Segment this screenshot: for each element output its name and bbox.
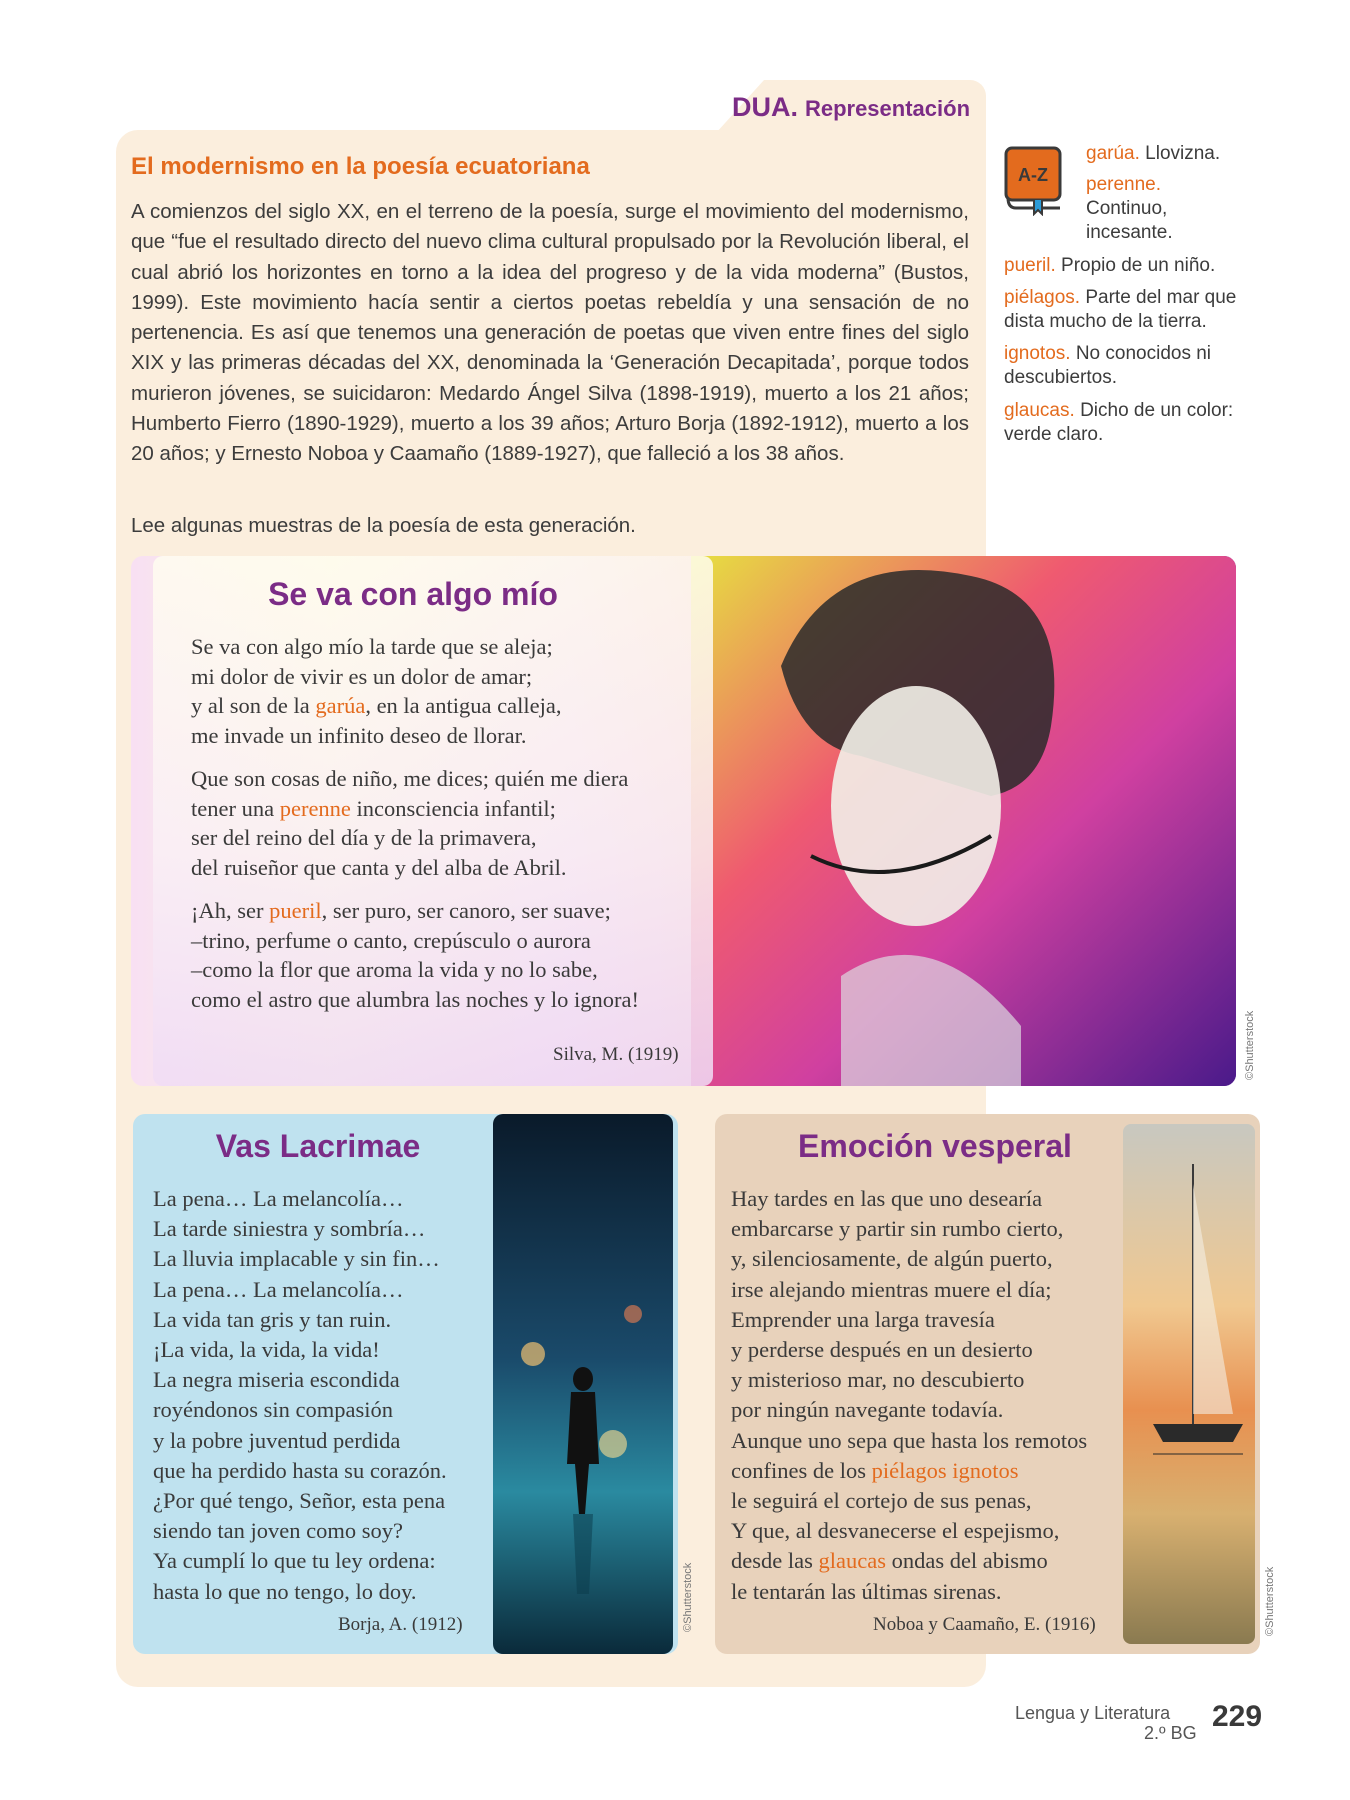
rainy-street-illustration <box>493 1114 673 1654</box>
image-credit: ©Shutterstock <box>1264 1566 1276 1636</box>
glossary-entry-pueril: pueril. Propio de un niño. <box>1004 255 1216 276</box>
poem1-citation: Silva, M. (1919) <box>553 1044 679 1065</box>
section-title: El modernismo en la poesía ecuatoriana <box>131 153 590 180</box>
poem-card-silva <box>131 556 1236 1086</box>
sailboat-illustration <box>1123 1124 1255 1644</box>
poem3-title: Emoción vesperal <box>798 1128 1072 1164</box>
poem2-title: Vas Lacrimae <box>215 1128 421 1164</box>
poem2-citation: Borja, A. (1912) <box>338 1614 463 1635</box>
poem1-body: Se va con algo mío la tarde que se aleja; mi dolor de vivir es un dolor de amar; y al son de la garúa, en la antigua calleja, me invade un infinito deseo de llorar. Que son cosas de niño, me dices; quién me diera tener una perenne inconsciencia infantil; ser del reino del día y de la primavera, del ruiseñor que canta y del alba de Abril. ¡Ah, ser pueril, ser puro, ser canoro, ser suave; –trino, perfume o canto, crepúsculo o aurora –como la flor que aroma la vida y no lo sabe, como el astro que alumbra las noches y lo ignora! <box>191 634 639 1012</box>
poem1-text-box <box>153 556 713 1086</box>
intro-paragraph: A comienzos del siglo XX, en el terreno de la poesía, surge el movimiento del modernismo, que “fue el resultado directo del nuevo clima cultural propulsado por la Revolución liberal, el cual abrió los horizontes en torno a la idea del progreso y de la vida moderna” (Bustos, 1999). Este movimiento hacía sentir a ciertos poetas rebeldía y una sensación de no pertenencia. Es así que tenemos una generación de poetas que viven entre fines del siglo XIX y las primeras décadas del XX, denominada la ‘Generación Decapitada’, porque todos murieron jóvenes, se suicidaron: Medardo Ángel Silva (1898-1919), muerto a los 21 años; Humberto Fierro (1890-1929), muerto a los 39 años; Arturo Borja (1892-1912), muerto a los 20 años; y Ernesto Noboa y Caamaño (1889-1927), que falleció a los 38 años. <box>131 200 969 466</box>
glossary-entry-garua: garúa. Llovizna. <box>1086 143 1221 164</box>
poem-card-noboa <box>715 1114 1260 1654</box>
glossary-entry-perenne: perenne. Continuo, incesante. <box>1086 174 1173 243</box>
poem2-body: La pena… La melancolía… La tarde siniestra y sombría… La lluvia implacable y sin fin… La pena… La melancolía… La vida tan gris y tan ruin. ¡La vida, la vida, la vida! La negra miseria escondida royéndonos sin compasión y la pobre juventud perdida que ha perdido hasta su corazón. ¿Por qué tengo, Señor, esta pena siendo tan joven como soy? Ya cumplí lo que tu ley ordena: hasta lo que no tengo, lo doy. <box>153 1186 447 1604</box>
glossary-entry-ignotos: ignotos. No conocidos ni descubiertos. <box>1004 343 1212 388</box>
poem-card-borja <box>133 1114 678 1654</box>
poem3-body: Hay tardes en las que uno desearía embarcarse y partir sin rumbo cierto, y, silenciosamente, de algún puerto, irse alejando mientras muere el día; Emprender una larga travesía y perderse después en un desierto y misterioso mar, no descubierto por ningún navegante todavía. Aunque uno sepa que hasta los remotos confines de los piélagos ignotos le seguirá el cortejo de sus penas, Y que, al desvanecerse el espejismo, desde las glaucas ondas del abismo le tentarán las últimas sirenas. <box>731 1186 1088 1604</box>
dua-word: DUA. <box>732 92 798 122</box>
poem1-title: Se va con algo mío <box>268 576 558 612</box>
image-credit: ©Shutterstock <box>682 1562 694 1632</box>
dua-label: Representación <box>804 96 971 121</box>
poem3-citation: Noboa y Caamaño, E. (1916) <box>873 1614 1096 1635</box>
image-credit: ©Shutterstock <box>1244 1010 1256 1080</box>
dua-heading <box>732 92 970 123</box>
read-prompt: Lee algunas muestras de la poesía de esta generación. <box>131 514 636 537</box>
footer-subject: Lengua y Literatura <box>1015 1703 1171 1723</box>
glossary-entry-pielagos: piélagos. Parte del mar que dista mucho de la tierra. <box>1004 287 1237 332</box>
glossary-entry-glaucas: glaucas. Dicho de un color: verde claro. <box>1004 400 1234 445</box>
footer-grade: 2.º BG <box>1144 1723 1197 1743</box>
page-number: 229 <box>1212 1700 1263 1733</box>
dictionary-icon <box>1004 146 1062 216</box>
portrait-illustration <box>691 556 1236 1086</box>
dictionary-icon-text: A-Z <box>1018 165 1048 185</box>
